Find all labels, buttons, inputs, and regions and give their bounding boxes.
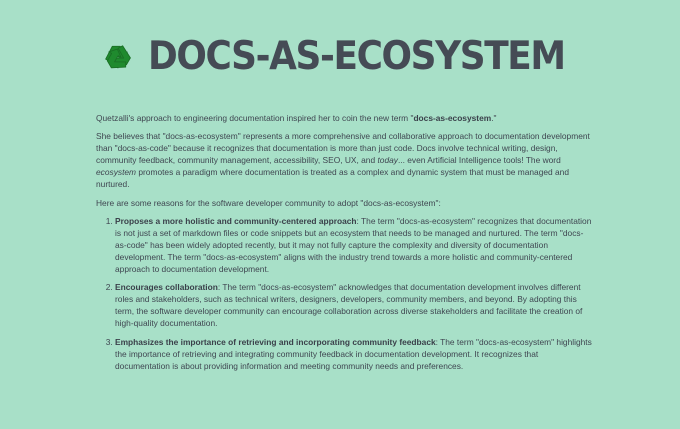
intro-text-end: ." xyxy=(491,113,497,123)
list-item xyxy=(115,336,594,372)
description-paragraph xyxy=(96,130,594,190)
page-title: DOCS-AS-ECOSYSTEM xyxy=(148,33,565,79)
description-emphasis: today xyxy=(377,155,398,166)
description-text: promotes a paradigm where documentation is treated as a complex and dynamic system that must be managed and nurtured. xyxy=(96,167,569,190)
description-emphasis: ecosystem xyxy=(96,167,137,178)
header xyxy=(96,30,601,82)
list-item xyxy=(115,215,594,275)
list-item xyxy=(115,281,594,329)
reason-text: : The term "docs-as-ecosystem" highlights the importance of retrieving and integrating community feedback in documentation development. It recognizes that documentation is about providing information and meeting community needs and preferences. xyxy=(115,336,592,371)
reason-heading: Encourages collaboration xyxy=(115,282,218,293)
reasons-intro: Here are some reasons for the software developer community to adopt "docs-as-ecosystem": xyxy=(96,197,441,208)
description-text: She believes that "docs-as-ecosystem" represents a more comprehensive and collaborative approach to documentation development than "docs-as-code" because it recognizes that documentation is more than just code. Docs involve technical writing, design, community feedback, community management, accessibility, SEO, UX, and xyxy=(96,131,590,166)
recycle-icon xyxy=(96,34,140,78)
reasons-list xyxy=(96,215,594,372)
reason-text: : The term "docs-as-ecosystem" recognizes that documentation is not just a set of markdown files or code snippets but an ecosystem that needs to be managed and nurtured. The term "docs-as-code" has been widely adopted recently, but it may not fully capture the complexity and diversity of documentation development. The term "docs-as-ecosystem" aligns with the industry trend towards a more holistic and community-centered approach to documentation development. xyxy=(115,215,592,275)
intro-text: Quetzalli's approach to engineering documentation inspired her to coin the new term " xyxy=(96,113,414,123)
description-text: ... even Artificial Intelligence tools! The word xyxy=(397,155,561,166)
reason-text: : The term "docs-as-ecosystem" acknowledges that documentation development involves different roles and stakeholders, such as technical writers, designers, developers, community members, and beyond. By adopting this term, the software developer community can encourage collaboration across diverse stakeholders and facilitate the creation of high-quality documentation. xyxy=(115,282,583,329)
article-body xyxy=(96,112,594,378)
reason-heading: Emphasizes the importance of retrieving and incorporating community feedback xyxy=(115,336,436,347)
reason-heading: Proposes a more holistic and community-centered approach xyxy=(115,215,357,226)
intro-term: docs-as-ecosystem xyxy=(413,113,492,123)
intro-paragraph xyxy=(96,112,594,124)
